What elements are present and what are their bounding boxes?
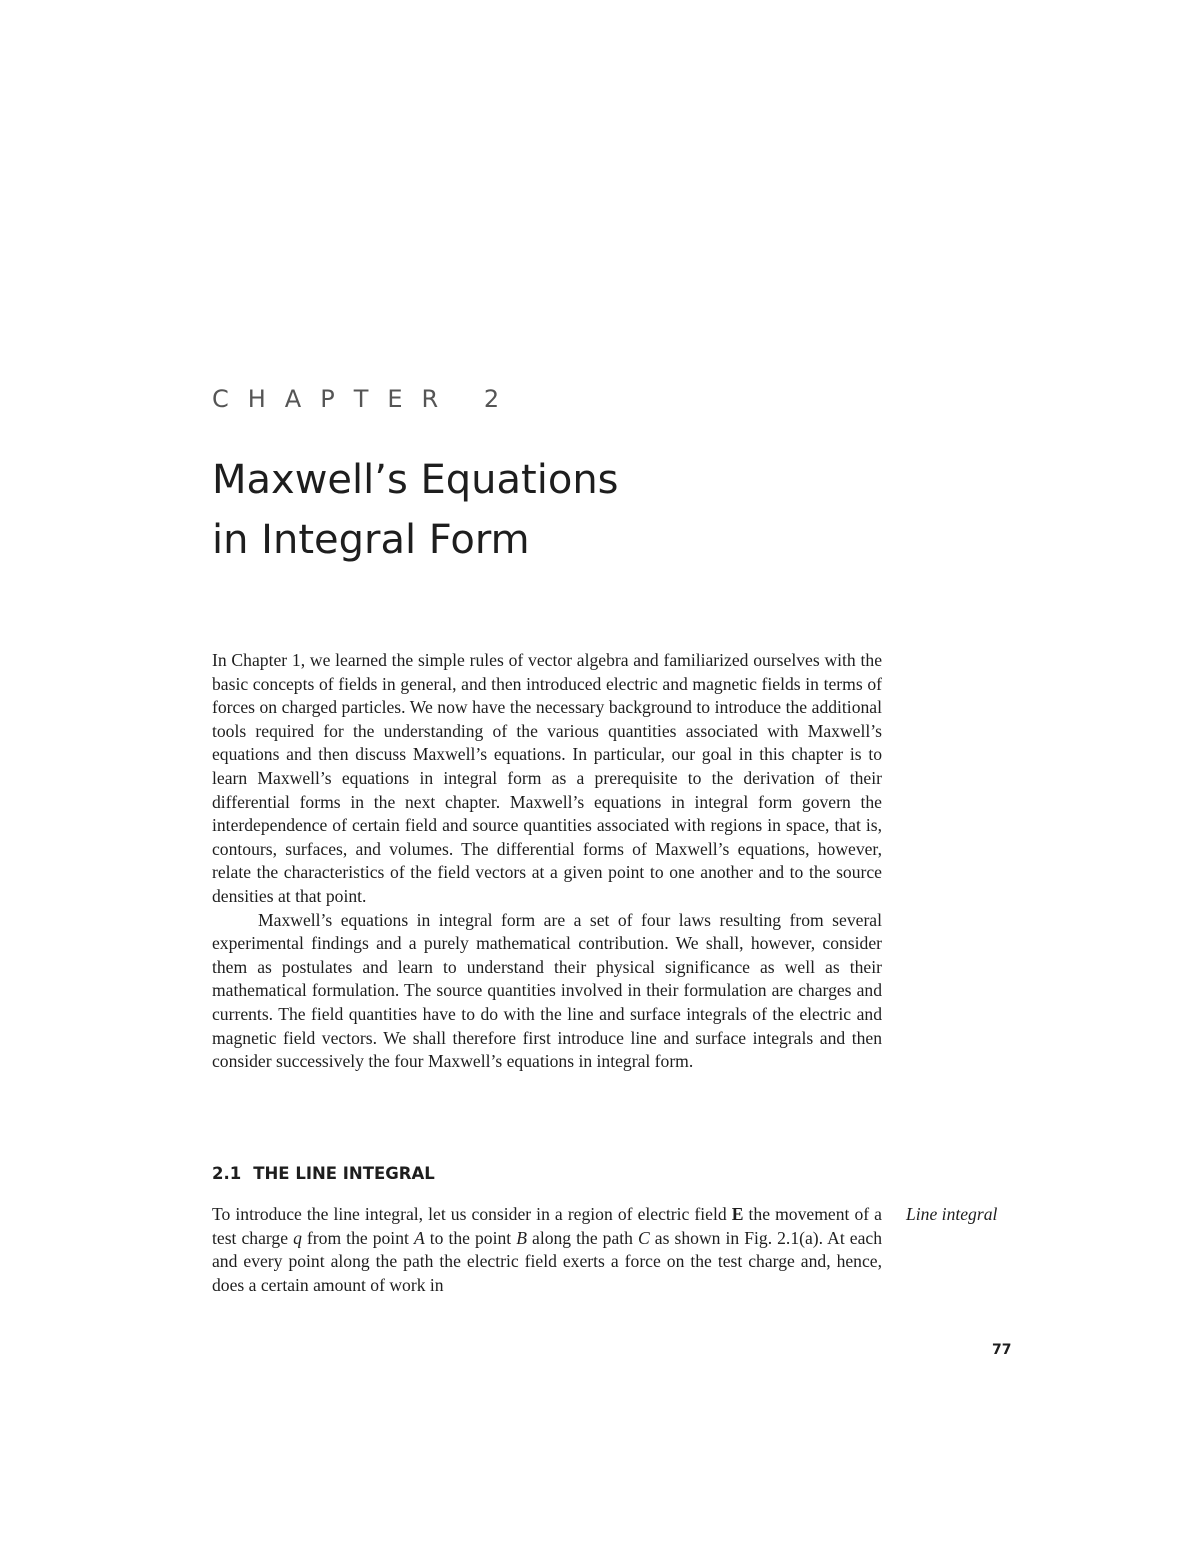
section-text-part-1: To introduce the line integral, let us consider in a region of electric field	[212, 1204, 732, 1224]
electric-field-symbol: E	[731, 1204, 744, 1224]
section-paragraph	[212, 1203, 882, 1297]
section-heading	[212, 1164, 435, 1183]
intro-paragraph-2: Maxwell’s equations in integral form are a set of four laws resulting from several experimental findings and a purely mathematical contribution. We shall, however, consider them as postulates and learn to understand their physical significance as well as their mathematical formulation. The source quantities involved in their formulation are charges and currents. The field quantities have to do with the line and surface integrals of the electric and magnetic field vectors. We shall therefore first introduce line and surface integrals and then consider successively the four Maxwell’s equations in integral form.	[212, 909, 882, 1072]
point-b-symbol: B	[516, 1227, 527, 1248]
section-number: 2.1	[212, 1164, 242, 1183]
path-c-symbol: C	[638, 1227, 650, 1248]
section-title: THE LINE INTEGRAL	[253, 1164, 435, 1183]
chapter-title-line-2: in Integral Form	[212, 517, 530, 563]
section-text-part-6: as shown in Fig. 2.1(a). At each and every point along the path the electric field exerts a force on the test charge and, hence, does a certain amount of work in	[212, 1227, 882, 1295]
chapter-title-line-1: Maxwell’s Equations	[212, 457, 619, 503]
intro-text	[212, 649, 882, 1074]
section-text-part-2: the movement of a test charge	[212, 1204, 882, 1248]
section-text-part-3: from the point	[301, 1227, 414, 1248]
section-text-part-5: along the path	[526, 1227, 639, 1248]
section-text-part-4: to the point	[424, 1227, 517, 1248]
intro-paragraph-1: In Chapter 1, we learned the simple rules of vector algebra and familiarized ourselves with the basic concepts of fields in general, and then introduced electric and magnetic fields in terms of forces on charged particles. We now have the necessary background to introduce the additional tools required for the understanding of the various quantities associated with Maxwell’s equations and then discuss Maxwell’s equations. In particular, our goal in this chapter is to learn Maxwell’s equations in integral form as a prerequisite to the derivation of their differential forms in the next chapter. Maxwell’s equations in integral form govern the interdependence of certain field and source quantities associated with regions in space, that is, contours, surfaces, and volumes. The differential forms of Maxwell’s equations, however, relate the characteristics of the field vectors at a given point to one another and to the source densities at that point.	[212, 650, 882, 906]
point-a-symbol: A	[413, 1227, 425, 1248]
margin-note: Line integral	[906, 1204, 998, 1224]
charge-symbol: q	[293, 1227, 302, 1248]
page-number: 77	[992, 1342, 1012, 1358]
chapter-title	[212, 450, 619, 570]
chapter-label: CHAPTER 2	[212, 385, 519, 413]
section-text	[212, 1203, 882, 1297]
